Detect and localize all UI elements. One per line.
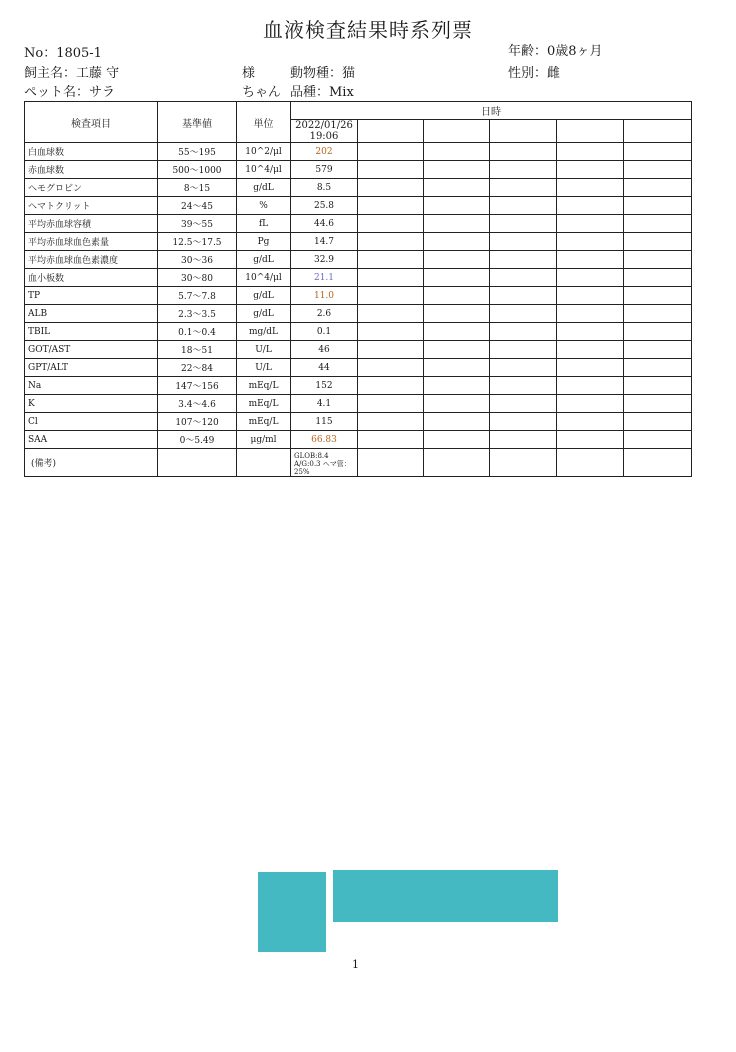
age-field: 年齢：0歳8ヶ月: [508, 44, 603, 59]
empty-result-cell: [624, 431, 692, 449]
unit: 10^4/μl: [237, 161, 291, 179]
unit: mEq/L: [237, 395, 291, 413]
empty-date-cell: [557, 120, 624, 143]
empty-result-cell: [358, 143, 424, 161]
result-value: 202: [291, 143, 358, 161]
unit: μg/ml: [237, 431, 291, 449]
empty-result-cell: [557, 341, 624, 359]
test-name: ヘマトクリット: [25, 197, 158, 215]
empty-result-cell: [624, 269, 692, 287]
result-value: 0.1: [291, 323, 358, 341]
reference-range: 0.1～0.4: [158, 323, 237, 341]
reference-range: 30～80: [158, 269, 237, 287]
empty-result-cell: [490, 287, 557, 305]
unit: U/L: [237, 359, 291, 377]
empty-result-cell: [424, 359, 490, 377]
column-header-datetime: 日時: [291, 102, 692, 120]
empty-result-cell: [624, 359, 692, 377]
empty-result-cell: [490, 395, 557, 413]
empty-result-cell: [358, 215, 424, 233]
pet-name: ペット名：サラ: [24, 85, 116, 100]
result-value: 46: [291, 341, 358, 359]
result-value: 115: [291, 413, 358, 431]
reference-range: 22～84: [158, 359, 237, 377]
test-name: TBIL: [25, 323, 158, 341]
redaction-block: [258, 872, 326, 952]
unit: mEq/L: [237, 377, 291, 395]
empty-result-cell: [490, 215, 557, 233]
unit: fL: [237, 215, 291, 233]
empty-result-cell: [424, 233, 490, 251]
result-value: 152: [291, 377, 358, 395]
empty-result-cell: [624, 233, 692, 251]
empty-result-cell: [624, 161, 692, 179]
test-name: 血小板数: [25, 269, 158, 287]
empty-result-cell: [424, 341, 490, 359]
test-name: 平均赤血球血色素濃度: [25, 251, 158, 269]
empty-result-cell: [358, 341, 424, 359]
empty-result-cell: [358, 395, 424, 413]
table-row: [25, 377, 692, 395]
empty-result-cell: [557, 395, 624, 413]
table-row: [25, 287, 692, 305]
test-name: GOT/AST: [25, 341, 158, 359]
page-number: 1: [352, 958, 359, 971]
empty-result-cell: [424, 251, 490, 269]
unit: 10^4/μl: [237, 269, 291, 287]
test-name: 平均赤血球容積: [25, 215, 158, 233]
empty-result-cell: [490, 179, 557, 197]
species-field: 動物種：猫: [290, 66, 356, 81]
reference-range: 107～120: [158, 413, 237, 431]
empty-result-cell: [490, 305, 557, 323]
empty-result-cell: [624, 323, 692, 341]
result-value: 11.0: [291, 287, 358, 305]
empty-result-cell: [490, 323, 557, 341]
result-value: 8.5: [291, 179, 358, 197]
test-name: Cl: [25, 413, 158, 431]
empty-result-cell: [424, 431, 490, 449]
empty-result-cell: [624, 413, 692, 431]
unit: Pg: [237, 233, 291, 251]
empty-date-cell: [424, 120, 490, 143]
test-name: 平均赤血球血色素量: [25, 233, 158, 251]
table-row: [25, 179, 692, 197]
empty-result-cell: [358, 251, 424, 269]
empty-result-cell: [424, 377, 490, 395]
unit: mg/dL: [237, 323, 291, 341]
reference-range: 55～195: [158, 143, 237, 161]
empty-result-cell: [624, 395, 692, 413]
result-value: 4.1: [291, 395, 358, 413]
table-row: [25, 143, 692, 161]
empty-result-cell: [358, 377, 424, 395]
result-value: 25.8: [291, 197, 358, 215]
table-row: [25, 233, 692, 251]
empty-result-cell: [490, 377, 557, 395]
empty-result-cell: [424, 287, 490, 305]
unit: g/dL: [237, 287, 291, 305]
empty-result-cell: [624, 341, 692, 359]
reference-range: 500～1000: [158, 161, 237, 179]
empty-result-cell: [358, 359, 424, 377]
measurement-time: 19:06: [309, 131, 339, 142]
unit: g/dL: [237, 179, 291, 197]
table-row: [25, 251, 692, 269]
unit: g/dL: [237, 305, 291, 323]
table-row: [25, 395, 692, 413]
table-row: [25, 269, 692, 287]
reference-range: 5.7～7.8: [158, 287, 237, 305]
remarks-cell: [291, 449, 358, 477]
empty-result-cell: [624, 377, 692, 395]
redaction-block: [333, 870, 558, 922]
breed-field: 品種：Mix: [290, 85, 354, 100]
reference-range: 24～45: [158, 197, 237, 215]
empty-result-cell: [424, 161, 490, 179]
empty-result-cell: [557, 377, 624, 395]
unit: 10^2/μl: [237, 143, 291, 161]
result-value: 579: [291, 161, 358, 179]
test-name: Na: [25, 377, 158, 395]
test-name: 白血球数: [25, 143, 158, 161]
remarks-label: (備考): [25, 449, 158, 477]
column-header-item: 検査項目: [25, 102, 158, 143]
empty-result-cell: [490, 431, 557, 449]
test-name: SAA: [25, 431, 158, 449]
test-name: GPT/ALT: [25, 359, 158, 377]
table-row: [25, 197, 692, 215]
test-name: ALB: [25, 305, 158, 323]
empty-result-cell: [624, 179, 692, 197]
empty-result-cell: [358, 197, 424, 215]
reference-range: 3.4～4.6: [158, 395, 237, 413]
reference-range: 8～15: [158, 179, 237, 197]
reference-range: 2.3～3.5: [158, 305, 237, 323]
result-value: 44.6: [291, 215, 358, 233]
empty-date-cell: [624, 120, 692, 143]
empty-result-cell: [358, 269, 424, 287]
empty-result-cell: [358, 287, 424, 305]
date-cell: [291, 120, 358, 143]
empty-result-cell: [358, 161, 424, 179]
unit: mEq/L: [237, 413, 291, 431]
empty-result-cell: [490, 143, 557, 161]
empty-result-cell: [557, 431, 624, 449]
unit: %: [237, 197, 291, 215]
table-row: [25, 341, 692, 359]
table-row: [25, 431, 692, 449]
empty-result-cell: [557, 143, 624, 161]
record-number: No：1805-1: [24, 46, 102, 61]
empty-result-cell: [624, 287, 692, 305]
empty-result-cell: [557, 269, 624, 287]
empty-result-cell: [424, 395, 490, 413]
result-value: 14.7: [291, 233, 358, 251]
reference-range: 30～36: [158, 251, 237, 269]
empty-result-cell: [424, 197, 490, 215]
empty-date-cell: [358, 120, 424, 143]
empty-result-cell: [557, 359, 624, 377]
empty-result-cell: [358, 413, 424, 431]
empty-result-cell: [490, 161, 557, 179]
table-row: [25, 359, 692, 377]
result-value: 44: [291, 359, 358, 377]
empty-result-cell: [557, 251, 624, 269]
empty-result-cell: [557, 287, 624, 305]
results-table: [24, 101, 692, 477]
reference-range: 12.5～17.5: [158, 233, 237, 251]
empty-result-cell: [424, 179, 490, 197]
empty-result-cell: [358, 179, 424, 197]
empty-result-cell: [624, 197, 692, 215]
table-row: [25, 305, 692, 323]
table-row: [25, 413, 692, 431]
empty-result-cell: [358, 323, 424, 341]
measurement-date: 2022/01/26: [295, 120, 353, 131]
result-value: 2.6: [291, 305, 358, 323]
empty-result-cell: [424, 269, 490, 287]
unit: g/dL: [237, 251, 291, 269]
empty-result-cell: [490, 359, 557, 377]
empty-result-cell: [557, 179, 624, 197]
remarks-text: GLOB:8.4 A/G:0.3 ヘマ管：25%: [294, 452, 351, 476]
result-value: 32.9: [291, 251, 358, 269]
empty-result-cell: [557, 233, 624, 251]
empty-date-cell: [490, 120, 557, 143]
empty-result-cell: [358, 305, 424, 323]
empty-result-cell: [557, 323, 624, 341]
empty-result-cell: [557, 161, 624, 179]
empty-result-cell: [490, 269, 557, 287]
empty-result-cell: [424, 305, 490, 323]
empty-result-cell: [624, 143, 692, 161]
empty-result-cell: [624, 305, 692, 323]
table-row: [25, 215, 692, 233]
reference-range: 39～55: [158, 215, 237, 233]
test-name: TP: [25, 287, 158, 305]
empty-result-cell: [624, 251, 692, 269]
reference-range: 18～51: [158, 341, 237, 359]
empty-result-cell: [490, 341, 557, 359]
test-name: ヘモグロビン: [25, 179, 158, 197]
reference-range: 0～5.49: [158, 431, 237, 449]
empty-result-cell: [490, 197, 557, 215]
empty-result-cell: [490, 413, 557, 431]
column-header-unit: 単位: [237, 102, 291, 143]
empty-result-cell: [424, 323, 490, 341]
page-title: 血液検査結果時系列票: [263, 18, 473, 42]
honorific-chan: ちゃん: [242, 85, 282, 100]
honorific-sama: 様: [242, 66, 256, 81]
empty-result-cell: [557, 215, 624, 233]
test-name: K: [25, 395, 158, 413]
empty-result-cell: [358, 431, 424, 449]
empty-result-cell: [424, 143, 490, 161]
result-value: 21.1: [291, 269, 358, 287]
column-header-reference: 基準値: [158, 102, 237, 143]
reference-range: 147～156: [158, 377, 237, 395]
empty-result-cell: [490, 233, 557, 251]
unit: U/L: [237, 341, 291, 359]
owner-name: 飼主名：工藤 守: [24, 66, 120, 81]
table-row: [25, 323, 692, 341]
sex-field: 性別：雌: [508, 66, 561, 81]
empty-result-cell: [424, 215, 490, 233]
table-row: [25, 161, 692, 179]
empty-result-cell: [557, 197, 624, 215]
empty-result-cell: [557, 305, 624, 323]
result-value: 66.83: [291, 431, 358, 449]
empty-result-cell: [557, 413, 624, 431]
empty-result-cell: [358, 233, 424, 251]
empty-result-cell: [424, 413, 490, 431]
empty-result-cell: [624, 215, 692, 233]
test-name: 赤血球数: [25, 161, 158, 179]
empty-result-cell: [490, 251, 557, 269]
